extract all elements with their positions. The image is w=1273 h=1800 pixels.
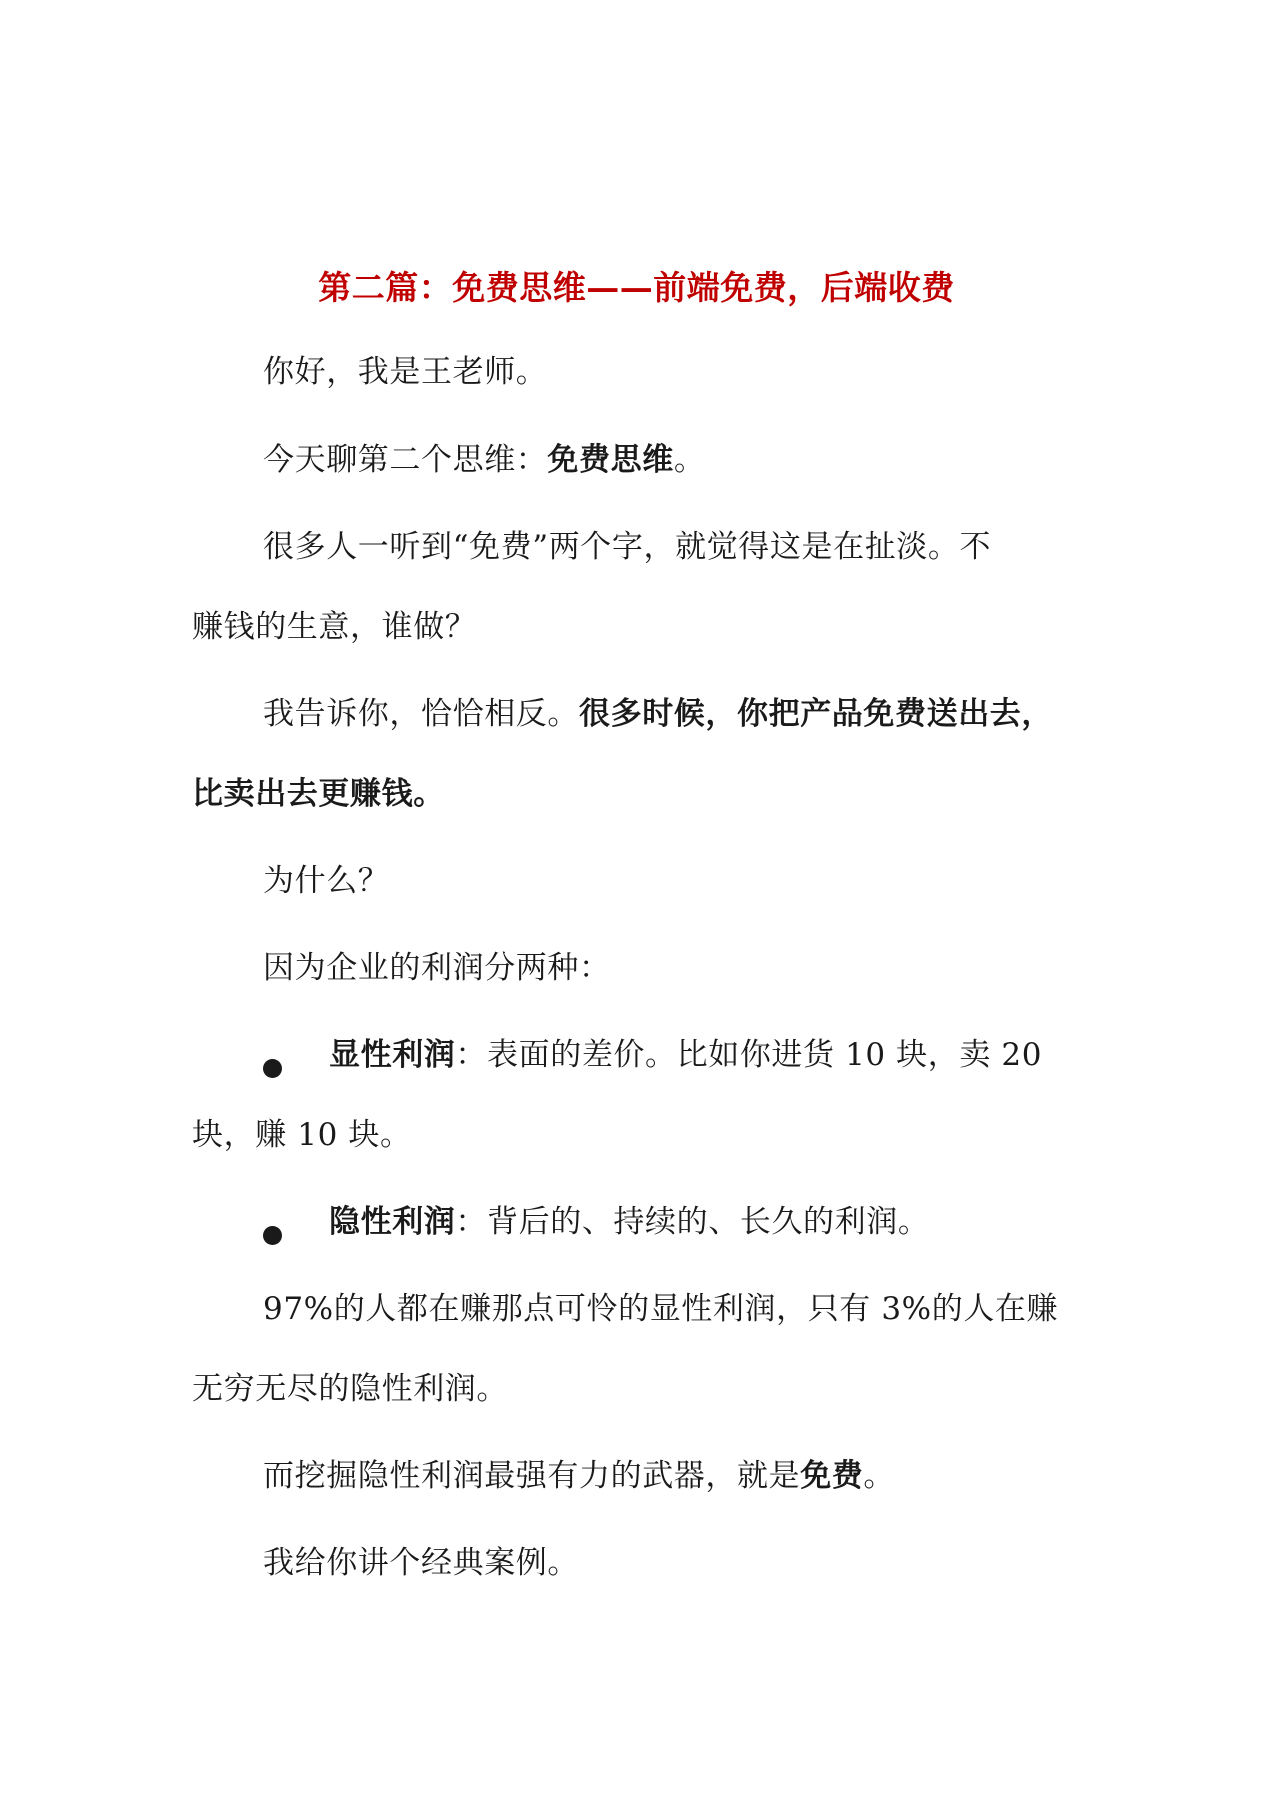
paragraph-contrary-line1 <box>263 692 1053 736</box>
explicit-profit-text: 表面的差价。比如你进货 10 块，卖 20 <box>487 1037 1043 1073</box>
bullet-explicit-profit <box>329 1033 1042 1077</box>
paragraph-greeting: 你好，我是王老师。 <box>263 354 548 390</box>
topic-text: 今天聊第二个思维： <box>263 442 548 478</box>
bullet-dot-icon <box>263 1059 282 1078</box>
weapon-text: 而挖掘隐性利润最强有力的武器，就是 <box>263 1458 801 1494</box>
hidden-profit-text: 背后的、持续的、长久的利润。 <box>487 1204 930 1240</box>
paragraph-free-doubt-line2: 赚钱的生意，谁做？ <box>192 609 477 645</box>
paragraph-case-intro: 我给你讲个经典案例。 <box>263 1545 579 1581</box>
weapon-period: 。 <box>863 1458 896 1494</box>
paragraph-percent-line2: 无穷无尽的隐性利润。 <box>192 1371 508 1407</box>
paragraph-profit-types: 因为企业的利润分两种： <box>263 950 611 986</box>
contrary-emphasis-line2: 比卖出去更赚钱。 <box>192 776 445 812</box>
hidden-profit-label: 隐性利润 <box>329 1204 456 1240</box>
paragraph-weapon <box>263 1454 895 1498</box>
paragraph-free-doubt-line1: 很多人一听到“免费”两个字，就觉得这是在扯淡。不 <box>263 529 992 565</box>
paragraph-why: 为什么？ <box>263 863 390 899</box>
contrary-emphasis: 很多时候，你把产品免费送出去， <box>579 696 1053 732</box>
bullet-dot-icon <box>263 1226 282 1245</box>
contrary-text: 我告诉你，恰恰相反。 <box>263 696 579 732</box>
paragraph-contrary-line2 <box>192 772 445 816</box>
article-title: 第二篇：免费思维——前端免费，后端收费 <box>318 268 955 307</box>
bullet-explicit-profit-line2: 块，赚 10 块。 <box>192 1117 412 1153</box>
explicit-profit-label: 显性利润 <box>329 1037 456 1073</box>
paragraph-topic <box>263 438 705 482</box>
topic-emphasis: 免费思维 <box>547 442 674 478</box>
paragraph-percent-line1: 97%的人都在赚那点可怜的显性利润，只有 3%的人在赚 <box>263 1291 1059 1327</box>
explicit-profit-colon: ： <box>455 1037 488 1073</box>
topic-period: 。 <box>673 442 706 478</box>
hidden-profit-colon: ： <box>455 1204 488 1240</box>
weapon-emphasis: 免费 <box>800 1458 864 1494</box>
bullet-hidden-profit <box>329 1200 929 1244</box>
